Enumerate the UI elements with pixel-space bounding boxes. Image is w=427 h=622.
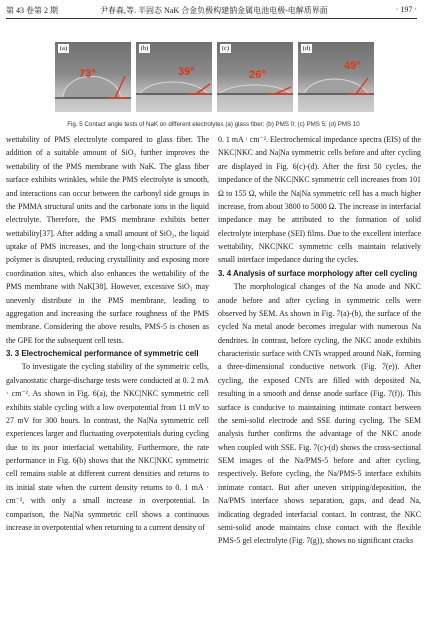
contact-angle-value: 26°	[249, 69, 266, 81]
contact-angle-value: 73°	[79, 68, 96, 80]
panel-label: (c)	[221, 45, 230, 52]
photo-panel-c	[217, 42, 293, 112]
photo-panel-a	[55, 42, 131, 112]
paragraph: To investigate the cycling stability of the symmetric cells, galvanostatic charge-discharge tests were conducted at 0. 2 mA · cm⁻². As shown in Fig. 6(a), the NKC|NKC symmetric cell exhibits stable cycling with a low overpotential from 11 mV to 27 mV for 300 hours. In contrast, the Na|Na symmetric cell experiences larger and fluctuating overpotentials during cycling due to its poor interfacial wettability. Furthermore, the rate performance in Fig. 6(b) shows that the NKC|NKC symmetric cell remains stable at different current densities and returns to its initial state when the current density returns to 0. 1 mA · cm⁻², with only a small increase in overpotential. In comparison, the Na|Na symmetric cell shows a continuous increase in overpotential when returning to a current density of	[6, 362, 209, 532]
figure-caption: Fig. 5 Contact angle tests of NaK on different electrolytes (a) glass fiber; (b) PMS 0; (c) PMS 5; (d) PMS 10	[67, 121, 360, 128]
paragraph: The morphological changes of the Na anode and NKC anode before and after cycling in symmetric cells were observed by SEM. As shown in Fig. 7(a)-(b), the surface of the cycled Na metal anode becomes irregular with numerous Na dendrites. In contrast, before cycling, the NKC anode exhibits characteristic surface with CNTs wrapped around NaK, forming a three-dimensional conductive network (Fig. 7(e)). After cycling, the exposed CNTs are filled with deposited Na, resulting in a smooth and dense anode surface (Fig. 7(f)). This surface is conducive to maintaining intimate contact between the semi-solid electrode and SSE during cycling. The SEM analysis further confirms the advantage of the NKC anode when coupled with SSE. Fig. 7(c)-(d) shows the cross-sectional SEM images of the Na/PMS-5 before and after cycling, respectively. Before cycling, the Na/PMS-5 interface exhibits intimate contact. But after uneven stripping/deposition, the Na/PMS interface shows separation, gaps, and dead Na, indicating degraded interfacial contact. In contrast, the NKC semi-solid anode maintains close contact with the flexible PMS-5 gel electrolyte (Fig. 7(g)), shows no significant cracks	[218, 282, 421, 546]
photo-panel-d	[298, 42, 374, 112]
journal-volume: 第 43 卷第 2 期	[6, 6, 58, 15]
panel-label: (a)	[59, 45, 68, 52]
section-heading: 3. 3 Electrochemical performance of symmetric cell	[6, 349, 199, 358]
header-rule	[6, 18, 417, 19]
contact-angle-value: 49°	[344, 60, 361, 72]
page-header	[6, 5, 417, 17]
section-heading: 3. 4 Analysis of surface morphology after cell cycling	[218, 268, 418, 278]
left-column	[6, 133, 209, 534]
panel-label: (b)	[140, 45, 149, 52]
paragraph: wettability of PMS electrolyte compared to glass fiber. The addition of a suitable amount of SiO₂ further improves the wettability of the PMS membrane with NaK. The glass fiber surface exhibits wrinkles, while the PMS electrolyte is smooth, and interactions can occur between the carbonyl side groups in the PMMA structural units and the carbonate ions in the liquid electrolyte. Therefore, the PMS membrane exhibits better wettability[37]. After adding a small amount of SiO₂, the liquid uptake of PMS increases, and the long-chain structure of the polymer is disrupted, reducing crystallinity and exposing more coordination sites, which also enhances the wettability of the PMS membrane with NaK[38]. However, excessive SiO₂ may unevenly distribute in the PMS membrane, leading to aggregation and increasing the surface roughness of the PMS membrane. Considering the above results, PMS-5 is chosen as the GPE for the subsequent cell tests.	[6, 135, 209, 345]
right-column	[218, 133, 421, 548]
paragraph: 0. 1 mA · cm⁻². Electrochemical impedance spectra (EIS) of the NKC|NKC and Na|Na symmetric cells before and after cycling are displayed in Fig. 6(c)-(d). After the first 50 cycles, the impedance of the NKC|NKC symmetric cell increases from 101 Ω to 155 Ω, while the Na|Na symmetric cell has a much higher increase, from about 3800 to 5000 Ω. The increase in interfacial impedance may be attributed to the formation of solid electrolyte interphase (SEI) films. Due to the excellent interface wettability, NKC|NKC symmetric cells maintain relatively small interface impedance during the cycles.	[218, 135, 421, 265]
contact-angle-figure	[55, 42, 373, 112]
panel-label: (d)	[302, 45, 311, 52]
running-title: 尹春森,等. 半固态 NaK 合金负极构建钠金属电池电极-电解质界面	[100, 6, 328, 15]
photo-panel-b	[136, 42, 212, 112]
contact-angle-value: 39°	[178, 66, 195, 78]
page-number: · 197 ·	[395, 5, 417, 14]
